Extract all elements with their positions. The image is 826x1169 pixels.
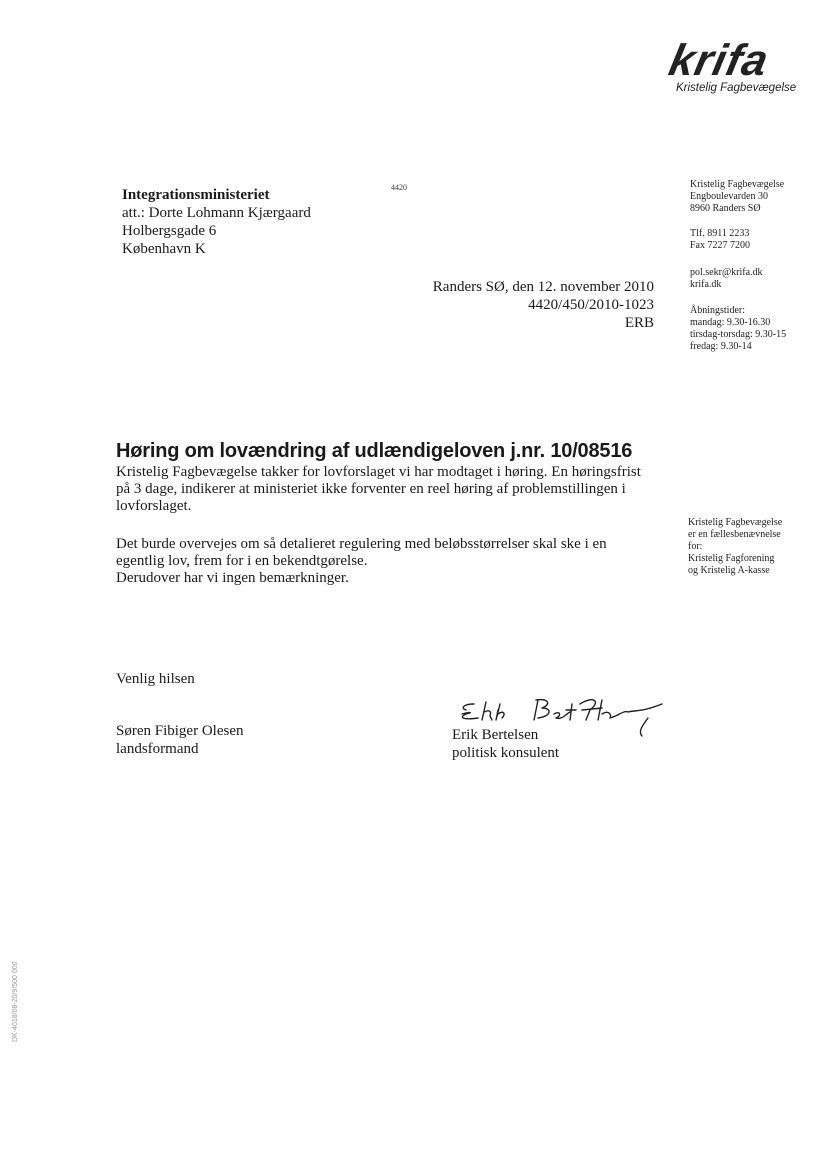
opening-hours-line: fredag: 9.30-14 [690, 341, 752, 352]
sender-email: pol.sekr@krifa.dk [690, 267, 763, 278]
letter-heading: Høring om lovændring af udlændigeloven j.nr. 10/08516 [116, 440, 633, 462]
side-note [688, 517, 782, 577]
reference-number: 4420/450/2010-1023 [528, 297, 654, 313]
recipient-address [122, 186, 311, 258]
sender-phone: Tlf. 8911 2233 [690, 228, 750, 239]
file-code: 4420 [391, 183, 407, 192]
signatory-1-name: Søren Fibiger Olesen [116, 723, 244, 739]
logo-wordmark: krifa [664, 36, 774, 85]
opening-hours-title: Åbningstider: [690, 305, 745, 316]
paragraph-line: Derudover har vi ingen bemærkninger. [116, 570, 349, 586]
body-paragraph-2 [116, 536, 656, 587]
signatory-2-title: politisk konsulent [452, 745, 560, 761]
opening-hours-line: tirsdag-torsdag: 9.30-15 [690, 329, 787, 340]
sender-name: Kristelig Fagbevægelse [690, 179, 785, 190]
paragraph-line: egentlig lov, frem for i en bekendtgørelse. [116, 553, 368, 569]
paragraph-line: lovforslaget. [116, 498, 192, 514]
side-note-line: Kristelig Fagbevægelse [688, 517, 783, 528]
initials: ERB [624, 315, 654, 331]
krifa-logo [662, 36, 812, 102]
side-note-line: Kristelig Fagforening [688, 553, 775, 564]
sender-web: krifa.dk [690, 279, 722, 290]
recipient-attention: att.: Dorte Lohmann Kjærgaard [122, 205, 311, 221]
logo-tagline: Kristelig Fagbevægelse [676, 82, 797, 94]
margin-print-code: DK-4018/08-20/9/500 000 [12, 961, 19, 1042]
signatory-2 [452, 726, 559, 762]
signatory-1-title: landsformand [116, 741, 199, 757]
opening-hours [690, 305, 786, 353]
paragraph-line: Det burde overvejes om så detalieret regulering med beløbsstørrelser skal ske i en [116, 536, 607, 552]
sender-phone-block [690, 228, 750, 252]
recipient-organization: Integrationsministeriet [122, 187, 270, 203]
sender-street: Engboulevarden 30 [690, 191, 769, 202]
sender-city: 8960 Randers SØ [690, 203, 761, 214]
side-note-line: for: [688, 541, 703, 552]
side-note-line: og Kristelig A-kasse [688, 565, 770, 576]
paragraph-line: på 3 dage, indikerer at ministeriet ikke forventer en reel høring af problemstillingen i [116, 481, 626, 497]
opening-hours-line: mandag: 9.30-16.30 [690, 317, 771, 328]
sender-fax: Fax 7227 7200 [690, 240, 750, 251]
side-note-line: er en fællesbenævnelse [688, 529, 781, 540]
greeting: Venlig hilsen [116, 671, 195, 687]
place-date: Randers SØ, den 12. november 2010 [432, 279, 654, 295]
sender-address [690, 179, 784, 215]
sender-contact-block [690, 267, 763, 291]
recipient-city: København K [122, 241, 206, 257]
signatory-1 [116, 722, 243, 758]
paragraph-line: Kristelig Fagbevægelse takker for lovforslaget vi har modtaget i høring. En høringsfrist [116, 464, 641, 480]
date-reference-block [420, 278, 654, 332]
signatory-2-name: Erik Bertelsen [452, 727, 539, 743]
body-paragraph-1 [116, 464, 656, 515]
recipient-street: Holbergsgade 6 [122, 223, 217, 239]
